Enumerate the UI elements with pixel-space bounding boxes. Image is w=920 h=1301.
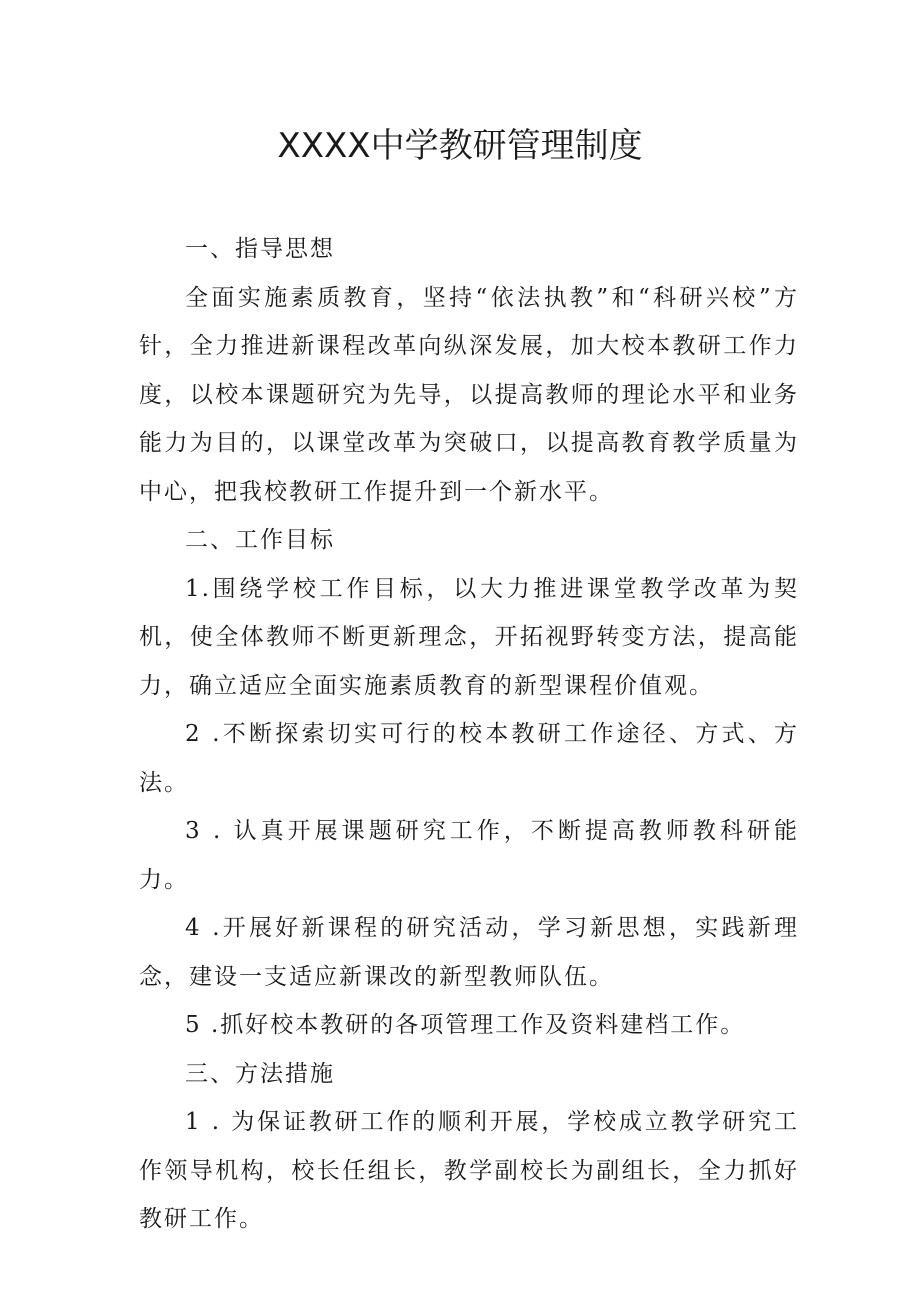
section-heading-work-goals: 二、工作目标: [185, 527, 335, 553]
section-heading-guiding-ideology: 一、指导思想: [185, 236, 335, 262]
paragraph-method-1: 1 . 为保证教研工作的顺利开展，学校成立教学研究工作领导机构，校长任组长，教学副校长为副组长，全力抓好教研工作。: [139, 1109, 799, 1232]
document-body: [139, 225, 799, 1244]
paragraph-guiding-ideology: 全面实施素质教育，坚持“依法执教”和“科研兴校”方针，全力推进新课程改革向纵深发展，加大校本教研工作力度，以校本课题研究为先导，以提高教师的理论水平和业务能力为目的，以课堂改革为突破口，以提高教育教学质量为中心，把我校教研工作提升到一个新水平。: [139, 284, 799, 505]
paragraph-goal-3: 3 . 认真开展课题研究工作，不断提高教师教科研能力。: [139, 818, 799, 893]
paragraph-goal-4: 4 .开展好新课程的研究活动，学习新思想，实践新理念，建设一支适应新课改的新型教师队伍。: [139, 915, 799, 990]
section-heading-methods: 三、方法措施: [185, 1060, 335, 1087]
paragraph-goal-2: 2 .不断探索切实可行的校本教研工作途径、方式、方法。: [139, 721, 799, 796]
paragraph-goal-1: 1.围绕学校工作目标，以大力推进课堂教学改革为契机，使全体教师不断更新理念，开拓视野转变方法，提高能力，确立适应全面实施素质教育的新型课程价值观。: [139, 575, 799, 699]
document-title: XXXX中学教研管理制度: [277, 126, 643, 166]
paragraph-goal-5: 5 .抓好校本教研的各项管理工作及资料建档工作。: [185, 1012, 746, 1038]
